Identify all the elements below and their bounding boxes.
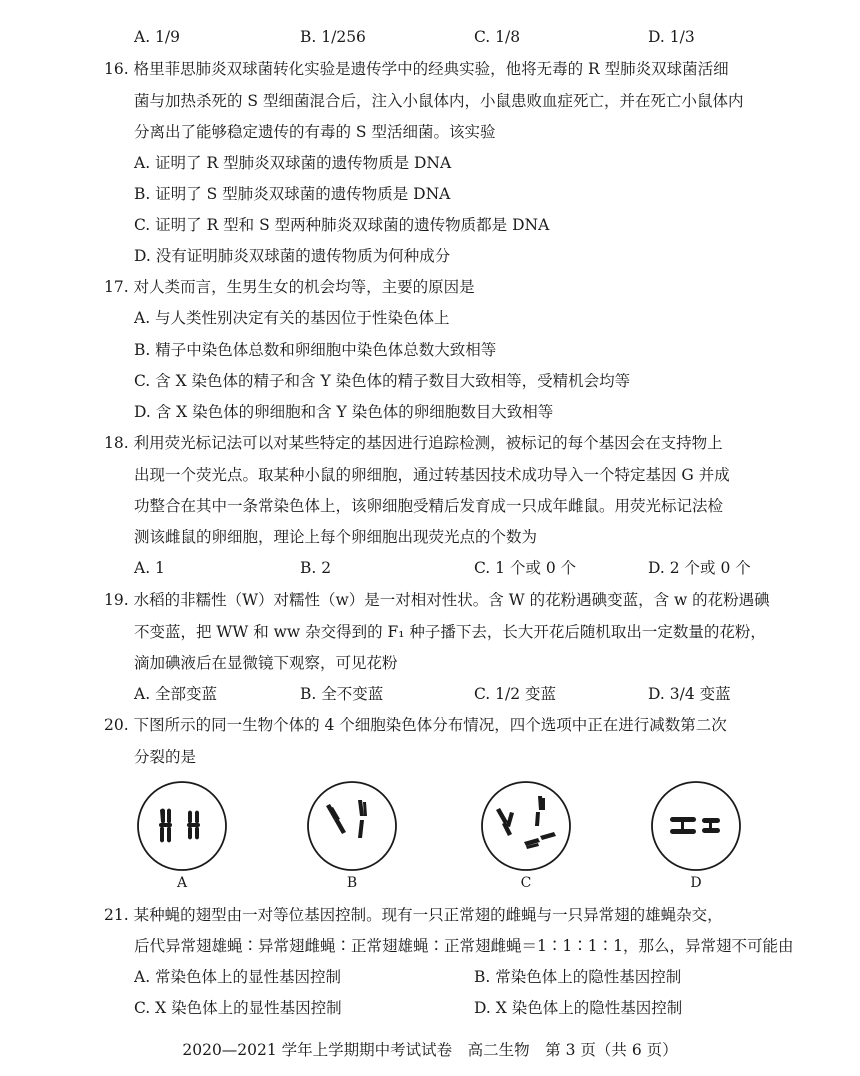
q21-option-a: A. 常染色体上的显性基因控制 bbox=[134, 968, 342, 986]
q16-stem-line: 16. 格里菲思肺炎双球菌转化实验是遗传学中的经典实验，他将无毒的 R 型肺炎双球菌活细 bbox=[104, 60, 729, 78]
q20-stem-line: 20. 下图所示的同一生物个体的 4 个细胞染色体分布情况，四个选项中正在进行减数第二次 bbox=[104, 716, 727, 734]
q16-option-d: D. 没有证明肺炎双球菌的遗传物质为何种成分 bbox=[134, 247, 451, 265]
q18-option-c: C. 1 个或 0 个 bbox=[474, 559, 577, 577]
cell-b-diagram bbox=[306, 780, 398, 872]
q18-stem-line: 测该雌鼠的卵细胞，理论上每个卵细胞出现荧光点的个数为 bbox=[134, 528, 538, 546]
q18-stem-line: 功整合在其中一条常染色体上，该卵细胞受精后发育成一只成年雌鼠。用荧光标记法检 bbox=[134, 497, 724, 515]
page-footer: 2020—2021 学年上学期期中考试试卷 高二生物 第 3 页（共 6 页） bbox=[182, 1041, 678, 1059]
q17-option-a: A. 与人类性别决定有关的基因位于性染色体上 bbox=[134, 309, 450, 327]
cell-d-label: D bbox=[690, 875, 702, 891]
cell-a-label: A bbox=[176, 875, 188, 891]
q21-stem-line: 后代异常翅雄蝇∶异常翅雌蝇∶正常翅雄蝇∶正常翅雌蝇＝1∶1∶1∶1，那么，异常翅不可能由 bbox=[134, 937, 794, 955]
q16-option-b: B. 证明了 S 型肺炎双球菌的遗传物质是 DNA bbox=[134, 185, 451, 203]
q21-option-c: C. X 染色体上的显性基因控制 bbox=[134, 999, 342, 1017]
q17-option-c: C. 含 X 染色体的精子和含 Y 染色体的精子数目大致相等，受精机会均等 bbox=[134, 372, 631, 390]
q15-option-c: C. 1/8 bbox=[474, 28, 521, 46]
cell-a-diagram bbox=[136, 780, 228, 872]
q21-stem-line: 21. 某种蝇的翅型由一对等位基因控制。现有一只正常翅的雌蝇与一只异常翅的雄蝇杂交， bbox=[104, 906, 723, 924]
q15-option-d: D. 1/3 bbox=[648, 28, 695, 46]
q16-option-c: C. 证明了 R 型和 S 型两种肺炎双球菌的遗传物质都是 DNA bbox=[134, 216, 550, 234]
q19-stem-line: 不变蓝，把 WW 和 ww 杂交得到的 F₁ 种子播下去，长大开花后随机取出一定数量的花粉， bbox=[134, 623, 766, 641]
cell-c-label: C bbox=[520, 875, 532, 891]
q21-option-b: B. 常染色体上的隐性基因控制 bbox=[474, 968, 682, 986]
q19-option-a: A. 全部变蓝 bbox=[134, 685, 218, 703]
q19-option-b: B. 全不变蓝 bbox=[300, 685, 384, 703]
q19-option-c: C. 1/2 变蓝 bbox=[474, 685, 557, 703]
q15-option-b: B. 1/256 bbox=[300, 28, 366, 46]
q18-option-b: B. 2 bbox=[300, 559, 332, 577]
cell-b-label: B bbox=[346, 875, 358, 891]
q17-option-b: B. 精子中染色体总数和卵细胞中染色体总数大致相等 bbox=[134, 341, 497, 359]
q18-stem-line: 18. 利用荧光标记法可以对某些特定的基因进行追踪检测，被标记的每个基因会在支持物上 bbox=[104, 434, 723, 452]
q20-stem-line: 分裂的是 bbox=[134, 748, 197, 766]
q15-option-a: A. 1/9 bbox=[134, 28, 180, 46]
q16-stem-line: 菌与加热杀死的 S 型细菌混合后，注入小鼠体内，小鼠患败血症死亡，并在死亡小鼠体内 bbox=[134, 92, 744, 110]
q19-stem-line: 19. 水稻的非糯性（W）对糯性（w）是一对相对性状。含 W 的花粉遇碘变蓝，含 w 的花粉遇碘 bbox=[104, 591, 770, 609]
q16-option-a: A. 证明了 R 型肺炎双球菌的遗传物质是 DNA bbox=[134, 154, 452, 172]
q19-stem-line: 滴加碘液后在显微镜下观察，可见花粉 bbox=[134, 654, 398, 672]
q16-stem-line: 分离出了能够稳定遗传的有毒的 S 型活细菌。该实验 bbox=[134, 123, 496, 141]
q21-option-d: D. X 染色体上的隐性基因控制 bbox=[474, 999, 683, 1017]
q19-option-d: D. 3/4 变蓝 bbox=[648, 685, 731, 703]
q18-option-d: D. 2 个或 0 个 bbox=[648, 559, 751, 577]
q18-stem-line: 出现一个荧光点。取某种小鼠的卵细胞，通过转基因技术成功导入一个特定基因 G 并成 bbox=[134, 466, 730, 484]
q17-stem-line: 17. 对人类而言，生男生女的机会均等，主要的原因是 bbox=[104, 278, 475, 296]
cell-c-diagram bbox=[480, 780, 572, 872]
q17-option-d: D. 含 X 染色体的卵细胞和含 Y 染色体的卵细胞数目大致相等 bbox=[134, 403, 554, 421]
q18-option-a: A. 1 bbox=[134, 559, 165, 577]
cell-d-diagram bbox=[650, 780, 742, 872]
